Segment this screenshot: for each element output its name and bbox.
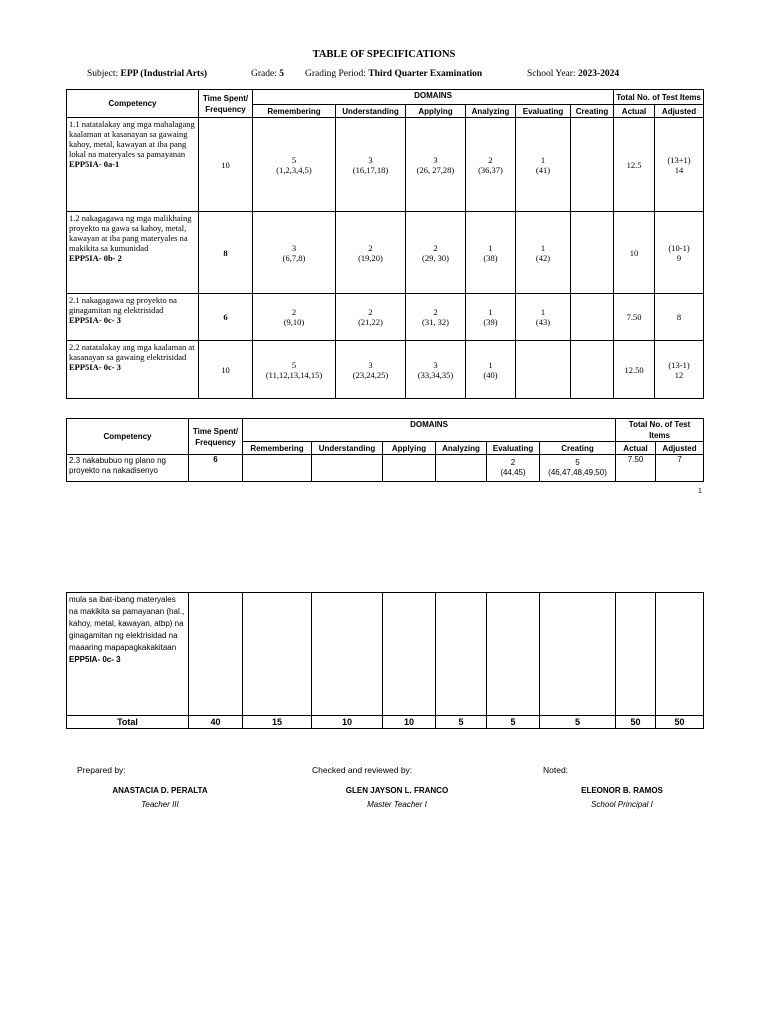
time-cell: [189, 593, 243, 716]
count: 1: [540, 242, 546, 253]
time-cell: 6: [199, 294, 253, 341]
checked-name: GLEN JAYSON L. FRANCO: [345, 786, 449, 795]
total-time: 40: [189, 716, 243, 729]
competency-text: 1.2 nakagagawa ng mga malikhaing proyekto na gawa sa kahoy, metal, kawayan at iba pang materyales na makikita sa kumunidad: [69, 213, 192, 253]
count: 1: [540, 154, 546, 165]
analyzing-cell: [466, 294, 516, 341]
competency-code: EPP5IA- 0b- 2: [69, 253, 122, 263]
competency-cell: [67, 593, 189, 716]
prepared-label: Prepared by:: [77, 765, 126, 775]
items: (40): [483, 369, 498, 380]
creating-cell: [540, 455, 616, 482]
creating-cell: [540, 593, 616, 716]
table-row: [67, 593, 704, 716]
creating-cell: [571, 118, 614, 212]
understanding-cell: [312, 455, 383, 482]
prepared-name: ANASTACIA D. PERALTA: [112, 786, 208, 795]
table-row: [67, 212, 704, 294]
evaluating-cell: [487, 593, 540, 716]
remembering-cell: [243, 593, 312, 716]
actual-cell: 7.50: [616, 455, 656, 482]
header-competency: Competency: [67, 90, 199, 118]
count: 1: [488, 359, 493, 370]
applying-cell: [406, 341, 466, 399]
header-analyzing: Analyzing: [466, 105, 516, 118]
header-adjusted: Adjusted: [655, 105, 704, 118]
subject-value: EPP (Industrial Arts): [120, 69, 208, 79]
items: (46,47,48,49,50): [548, 468, 607, 477]
competency-text: 1.1 natatalakay ang mga mahalagang kaalaman at kasanayan sa gawaing kahoy, metal, kawayan at iba pang lokal na materyales sa pamayanan: [69, 119, 195, 159]
total-adjusted: 50: [656, 716, 704, 729]
total-applying: 10: [383, 716, 436, 729]
header-understanding: Understanding: [336, 105, 406, 118]
actual-cell: 10: [614, 212, 655, 294]
document-title: TABLE OF SPECIFICATIONS: [312, 49, 456, 60]
adjusted-cell: 8: [655, 294, 704, 341]
items: (33,34,35): [417, 369, 454, 380]
applying-cell: [406, 294, 466, 341]
analyzing-cell: [466, 118, 516, 212]
items: (26, 27,28): [416, 164, 455, 175]
items: (38): [483, 252, 498, 263]
understanding-cell: [336, 118, 406, 212]
evaluating-cell: [516, 341, 571, 399]
competency-cell: [67, 212, 199, 294]
actual-cell: 7.50: [614, 294, 655, 341]
header-remembering: Remembering: [253, 105, 336, 118]
total-evaluating: 5: [487, 716, 540, 729]
period-meta: [305, 69, 482, 79]
header-adjusted: Adjusted: [656, 442, 704, 455]
noted-name: ELEONOR B. RAMOS: [581, 786, 663, 795]
competency-code: EPP5IA- 0c- 3: [69, 655, 121, 664]
analyzing-cell: [466, 212, 516, 294]
total-label: Total: [67, 716, 189, 729]
actual-cell: 12.5: [614, 118, 655, 212]
items: (21,22): [358, 317, 383, 327]
time-cell: 10: [199, 341, 253, 399]
competency-code: EPP5IA- 0c- 3: [69, 315, 121, 325]
understanding-cell: [336, 212, 406, 294]
evaluating-cell: [516, 118, 571, 212]
competency-cell: [67, 341, 199, 399]
applying-cell: [406, 118, 466, 212]
period-value: Third Quarter Examination: [368, 69, 483, 79]
remembering-cell: [253, 341, 336, 399]
grade-value: 5: [279, 69, 284, 79]
competency-text: 2.2 natatalakay ang mga kaalaman at kasanayan sa gawaing elektrisidad: [69, 342, 195, 362]
items: (44,45): [500, 468, 526, 477]
total-row: [67, 716, 704, 729]
adjusted-value: 9: [676, 252, 682, 263]
count: 2: [368, 307, 373, 317]
table-row: [67, 455, 704, 482]
competency-cell: [67, 294, 199, 341]
prepared-role: Teacher III: [141, 800, 179, 809]
table-row: [67, 341, 704, 399]
items: (1,2,3,4,5): [276, 164, 312, 175]
items: (41): [535, 164, 551, 175]
checked-role: Master Teacher I: [367, 800, 427, 809]
evaluating-cell: [516, 212, 571, 294]
analyzing-cell: [466, 341, 516, 399]
count: 1: [540, 307, 546, 317]
items: (36,37): [478, 164, 503, 175]
competency-cell: 2.3 nakabubuo ng plano ng proyekto na nakadisenyo: [67, 455, 189, 482]
competency-text: mula sa ibat-ibang materyales na makikita sa pamayanan (hal., kahoy, metal, kawayan, atbp) na ginagamitan ng elektrisidad na maaaring mapapagkakakitaan: [69, 595, 185, 652]
actual-cell: 12.50: [614, 341, 655, 399]
header-domains: DOMAINS: [243, 419, 616, 442]
count: 2: [510, 458, 516, 467]
count: 2: [433, 307, 438, 317]
header-total: Total No. of Test Items: [614, 90, 704, 105]
header-remembering: Remembering: [243, 442, 312, 455]
remembering-cell: [253, 212, 336, 294]
total-actual: 50: [616, 716, 656, 729]
items: (42): [535, 252, 551, 263]
understanding-cell: [336, 294, 406, 341]
header-time: Time Spent/ Frequency: [189, 419, 243, 455]
items: (9,10): [283, 317, 305, 327]
competency-text: 2.1 nakagagawa ng proyekto na ginagamitan ng elektrisidad: [69, 295, 177, 315]
header-actual: Actual: [614, 105, 655, 118]
analyzing-cell: [436, 455, 487, 482]
adjusted-cell: [656, 593, 704, 716]
adjusted-calc: (13+1): [667, 154, 691, 165]
time-cell: 8: [199, 212, 253, 294]
table-row: [67, 118, 704, 212]
total-creating: 5: [540, 716, 616, 729]
adjusted-value: 14: [674, 164, 684, 175]
count: 3: [433, 359, 438, 370]
spec-table-secondary: [66, 418, 704, 482]
year-label: School Year:: [527, 69, 576, 79]
total-analyzing: 5: [436, 716, 487, 729]
count: 1: [488, 242, 493, 253]
count: 1: [488, 307, 493, 317]
header-time: Time Spent/ Frequency: [199, 90, 253, 118]
remembering-cell: [253, 118, 336, 212]
count: 2: [488, 154, 493, 165]
competency-code: EPP5IA- 0c- 3: [69, 362, 121, 372]
remembering-cell: [243, 455, 312, 482]
applying-cell: [406, 212, 466, 294]
grade-meta: [251, 69, 284, 79]
actual-cell: [616, 593, 656, 716]
understanding-cell: [312, 593, 383, 716]
subject-meta: [87, 69, 207, 79]
remembering-cell: [253, 294, 336, 341]
items: (19,20): [358, 252, 383, 263]
adjusted-cell: 7: [656, 455, 704, 482]
header-creating: Creating: [571, 105, 614, 118]
spec-table-continued: [66, 592, 704, 729]
analyzing-cell: [436, 593, 487, 716]
header-applying: Applying: [406, 105, 466, 118]
count: 5: [291, 359, 297, 370]
header-evaluating: Evaluating: [516, 105, 571, 118]
count: 5: [291, 154, 297, 165]
year-value: 2023-2024: [577, 69, 620, 79]
spec-table-main: [66, 89, 704, 399]
year-meta: [527, 69, 619, 79]
items: (29, 30): [422, 252, 449, 263]
header-domains: DOMAINS: [253, 90, 614, 105]
noted-role: School Principal I: [591, 800, 653, 809]
adjusted-cell: [655, 118, 704, 212]
items: (11,12,13,14,15): [265, 369, 323, 380]
items: (6,7,8): [282, 252, 306, 263]
header-understanding: Understanding: [312, 442, 383, 455]
count: 5: [575, 458, 580, 467]
period-label: Grading Period:: [305, 69, 366, 79]
count: 3: [291, 242, 297, 253]
count: 2: [291, 307, 297, 317]
items: (23,24,25): [352, 369, 389, 380]
checked-label: Checked and reviewed by:: [312, 765, 413, 775]
table-row: [67, 294, 704, 341]
competency-code: EPP5IA- 0a-1: [69, 159, 120, 169]
items: (16,17,18): [352, 164, 389, 175]
adjusted-cell: [655, 212, 704, 294]
total-remembering: 15: [243, 716, 312, 729]
creating-cell: [571, 212, 614, 294]
adjusted-calc: (10-1): [668, 242, 690, 253]
subject-label: Subject:: [87, 69, 119, 79]
count: 2: [433, 242, 438, 253]
adjusted-cell: [655, 341, 704, 399]
header-creating: Creating: [540, 442, 616, 455]
header-competency: Competency: [67, 419, 189, 455]
items: (43): [535, 317, 551, 327]
adjusted-calc: (13-1): [668, 359, 690, 370]
creating-cell: [571, 294, 614, 341]
items: (31, 32): [422, 317, 449, 327]
understanding-cell: [336, 341, 406, 399]
items: (39): [483, 317, 498, 327]
count: 2: [368, 242, 373, 253]
header-applying: Applying: [383, 442, 436, 455]
count: 3: [368, 359, 373, 370]
noted-label: Noted:: [543, 765, 569, 775]
total-understanding: 10: [312, 716, 383, 729]
header-analyzing: Analyzing: [436, 442, 487, 455]
header-evaluating: Evaluating: [487, 442, 540, 455]
count: 3: [433, 154, 438, 165]
time-cell: 10: [199, 118, 253, 212]
competency-cell: [67, 118, 199, 212]
evaluating-cell: [487, 455, 540, 482]
grade-label: Grade:: [251, 69, 277, 79]
header-total: Total No. of Test Items: [616, 419, 704, 442]
time-cell: 6: [189, 455, 243, 482]
page-number: 1: [698, 488, 702, 495]
header-actual: Actual: [616, 442, 656, 455]
adjusted-value: 12: [674, 369, 684, 380]
evaluating-cell: [516, 294, 571, 341]
creating-cell: [571, 341, 614, 399]
count: 3: [368, 154, 373, 165]
applying-cell: [383, 455, 436, 482]
applying-cell: [383, 593, 436, 716]
